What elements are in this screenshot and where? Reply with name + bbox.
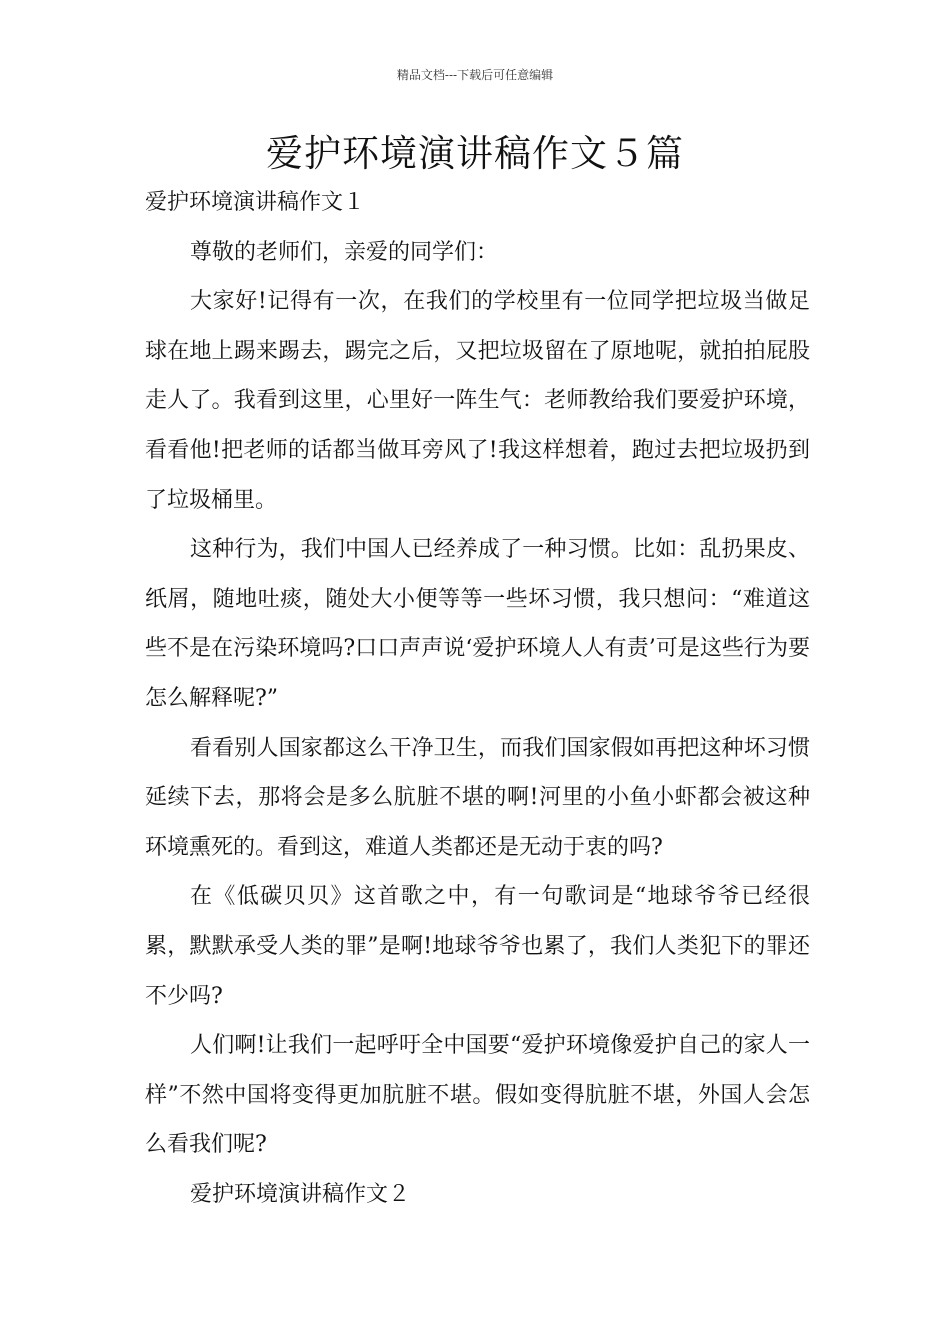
body-paragraph: 人们啊!让我们一起呼吁全中国要“爱护环境像爱护自己的家人一样”不然中国将变得更加肮脏不堪。假如变得肮脏不堪，外国人会怎么看我们呢?	[145, 1033, 810, 1158]
body-paragraph: 看看别人国家都这么干净卫生，而我们国家假如再把这种坏习惯延续下去，那将会是多么肮脏不堪的啊!河里的小鱼小虾都会被这种环境熏死的。看到这，难道人类都还是无动于衷的吗?	[145, 735, 810, 860]
section-heading-2: 爱护环境演讲稿作文２	[190, 1181, 411, 1207]
document-body	[145, 178, 810, 1219]
document-title: 爱护环境演讲稿作文５篇	[266, 132, 684, 175]
body-paragraph: 大家好!记得有一次，在我们的学校里有一位同学把垃圾当做足球在地上踢来踢去，踢完之后，又把垃圾留在了原地呢，就拍拍屁股走人了。我看到这里，心里好一阵生气：老师教给我们要爱护环境，看看他!把老师的话都当做耳旁风了!我这样想着，跑过去把垃圾扔到了垃圾桶里。	[145, 289, 810, 513]
salutation-paragraph: 尊敬的老师们，亲爱的同学们：	[190, 239, 499, 265]
section-heading-1: 爱护环境演讲稿作文１	[145, 190, 366, 215]
body-paragraph: 在《低碳贝贝》这首歌之中，有一句歌词是“地球爷爷已经很累，默默承受人类的罪”是啊!地球爷爷也累了，我们人类犯下的罪还不少吗?	[145, 884, 810, 1009]
body-paragraph: 这种行为，我们中国人已经养成了一种习惯。比如：乱扔果皮、纸屑，随地吐痰，随处大小便等等一些坏习惯，我只想问：“难道这些不是在污染环境吗?口口声声说‘爱护环境人人有责’可是这些行为要怎么解释呢?”	[145, 537, 810, 711]
page-header: 精品文档---下载后可任意编辑	[396, 68, 554, 82]
